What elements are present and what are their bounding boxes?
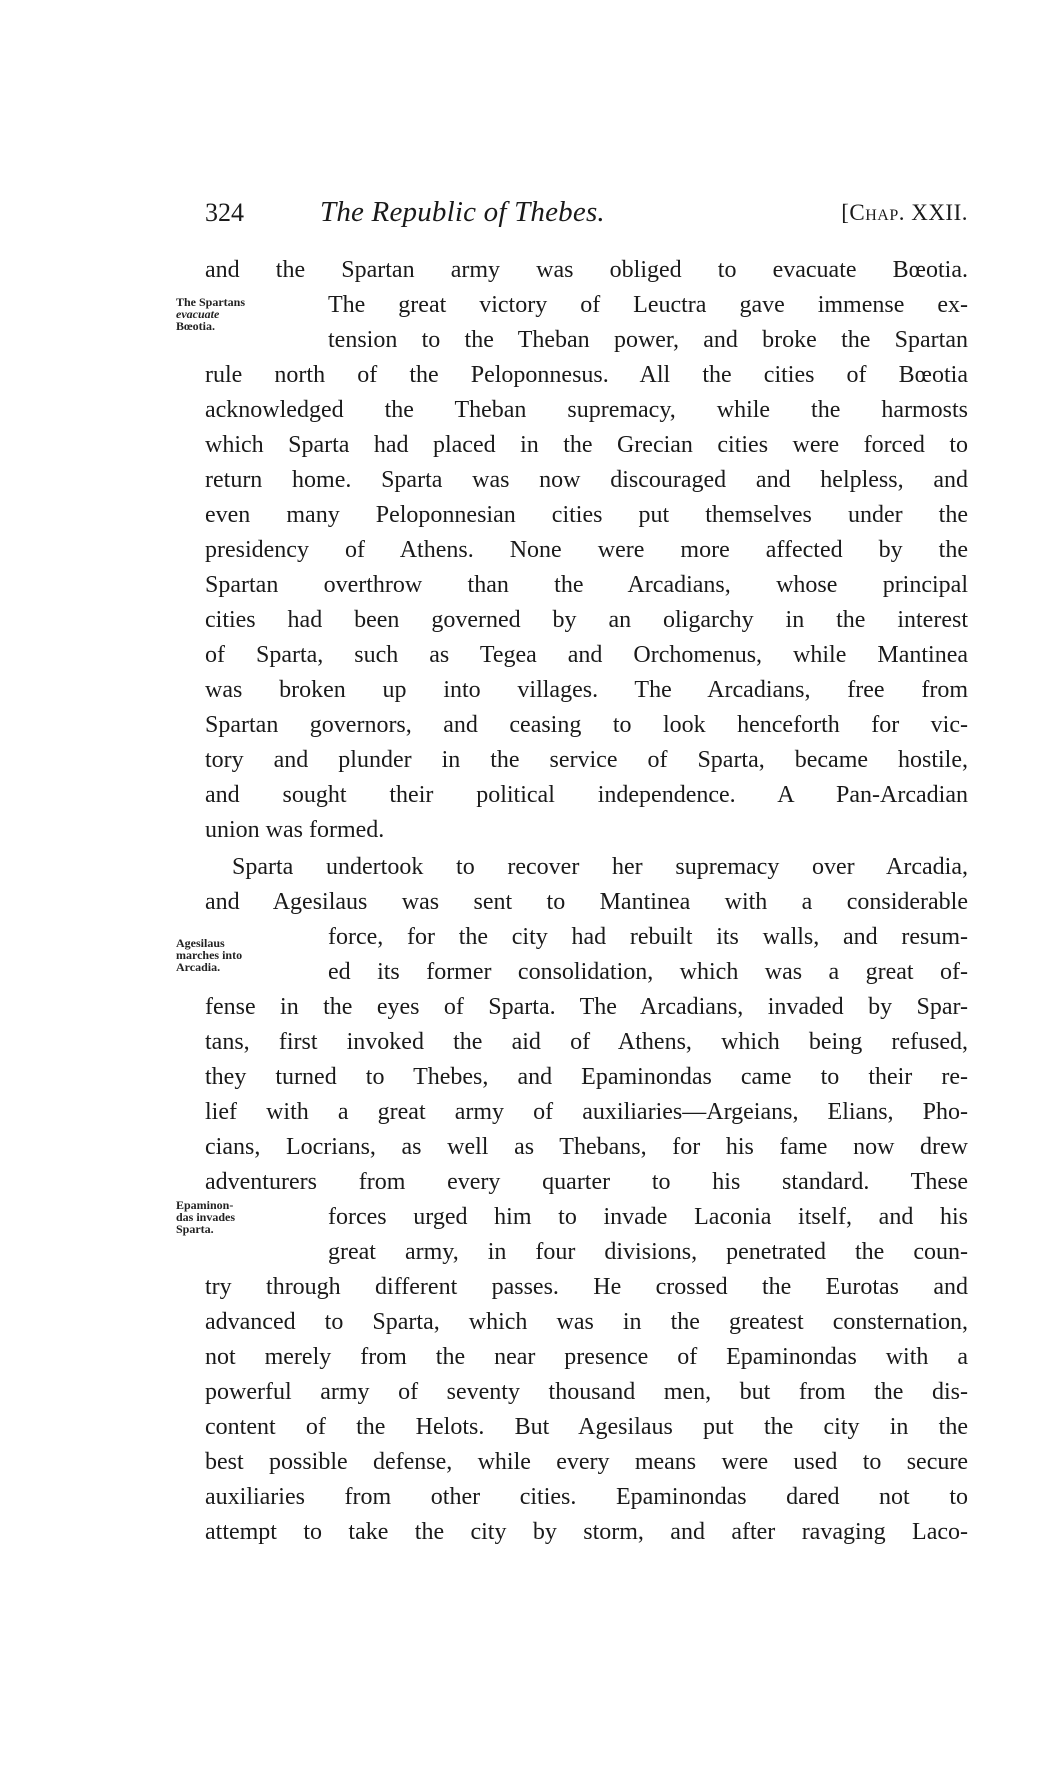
sidenote-line: Sparta. [176, 1222, 214, 1236]
text-line: auxiliaries from other cities. Epaminondas dared not to [205, 1484, 968, 1510]
text-line: rule north of the Peloponnesus. All the cities of Bœotia [205, 362, 968, 388]
text-line: ed its former consolidation, which was a great of- [328, 959, 968, 985]
text-line: powerful army of seventy thousand men, but from the dis- [205, 1379, 968, 1405]
text-line: great army, in four divisions, penetrated the coun- [328, 1239, 968, 1265]
text-line: force, for the city had rebuilt its walls, and resum- [328, 924, 968, 950]
text-line: Spartan governors, and ceasing to look henceforth for vic- [205, 712, 968, 738]
chapter-label: [Chap. XXII. [841, 200, 968, 225]
text-line: even many Peloponnesian cities put themselves under the [205, 502, 968, 528]
sidenote-epaminondas [176, 1199, 316, 1235]
text-line: best possible defense, while every means were used to secure [205, 1449, 968, 1475]
text-line: cians, Locrians, as well as Thebans, for his fame now drew [205, 1134, 968, 1160]
text-line: Spartan overthrow than the Arcadians, whose principal [205, 572, 968, 598]
text-line: was broken up into villages. The Arcadians, free from [205, 677, 968, 703]
sidenote-agesilaus [176, 937, 316, 973]
sidenote-spartans-evacuate [176, 296, 316, 332]
text-line: acknowledged the Theban supremacy, while the harmosts [205, 397, 968, 423]
text-line: advanced to Sparta, which was in the greatest consternation, [205, 1309, 968, 1335]
text-line: try through different passes. He crossed the Eurotas and [205, 1274, 968, 1300]
text-line: and sought their political independence. A Pan-Arcadian [205, 782, 968, 808]
text-line: fense in the eyes of Sparta. The Arcadians, invaded by Spar- [205, 994, 968, 1020]
sidenote-line: Agesilaus [176, 936, 225, 950]
text-line: return home. Sparta was now discouraged and helpless, and [205, 467, 968, 493]
text-line: which Sparta had placed in the Grecian cities were forced to [205, 432, 968, 458]
sidenote-line: Bœotia. [176, 319, 215, 333]
text-line: tans, first invoked the aid of Athens, which being refused, [205, 1029, 968, 1055]
text-line: they turned to Thebes, and Epaminondas came to their re- [205, 1064, 968, 1090]
text-line: and Agesilaus was sent to Mantinea with a considerable [205, 889, 968, 915]
text-line: cities had been governed by an oligarchy in the interest [205, 607, 968, 633]
text-line: lief with a great army of auxiliaries—Argeians, Elians, Pho- [205, 1099, 968, 1125]
text-line: adventurers from every quarter to his standard. These [205, 1169, 968, 1195]
text-line: The great victory of Leuctra gave immense ex- [328, 292, 968, 318]
page-number: 324 [205, 198, 244, 227]
text-line: tory and plunder in the service of Sparta, became hostile, [205, 747, 968, 773]
text-line: tension to the Theban power, and broke the Spartan [328, 327, 968, 353]
text-line: forces urged him to invade Laconia itself, and his [328, 1204, 968, 1230]
sidenote-line: das invades [176, 1210, 236, 1224]
text-line: Sparta undertook to recover her supremacy over Arcadia, [232, 854, 968, 880]
text-line: attempt to take the city by storm, and after ravaging Laco- [205, 1519, 968, 1545]
text-line: and the Spartan army was obliged to evacuate Bœotia. [205, 257, 968, 283]
text-line: not merely from the near presence of Epaminondas with a [205, 1344, 968, 1370]
running-header [205, 198, 968, 238]
sidenote-line: The Spartans [176, 295, 246, 309]
sidenote-line: marches into [176, 948, 243, 962]
running-title: The Republic of Thebes. [320, 196, 605, 228]
sidenote-line: Arcadia. [176, 960, 221, 974]
text-line: content of the Helots. But Agesilaus put the city in the [205, 1414, 968, 1440]
sidenote-line: evacuate [176, 307, 220, 321]
text-line: union was formed. [205, 817, 385, 843]
text-line: of Sparta, such as Tegea and Orchomenus, while Mantinea [205, 642, 968, 668]
text-line: presidency of Athens. None were more affected by the [205, 537, 968, 563]
sidenote-line: Epaminon- [176, 1198, 234, 1212]
